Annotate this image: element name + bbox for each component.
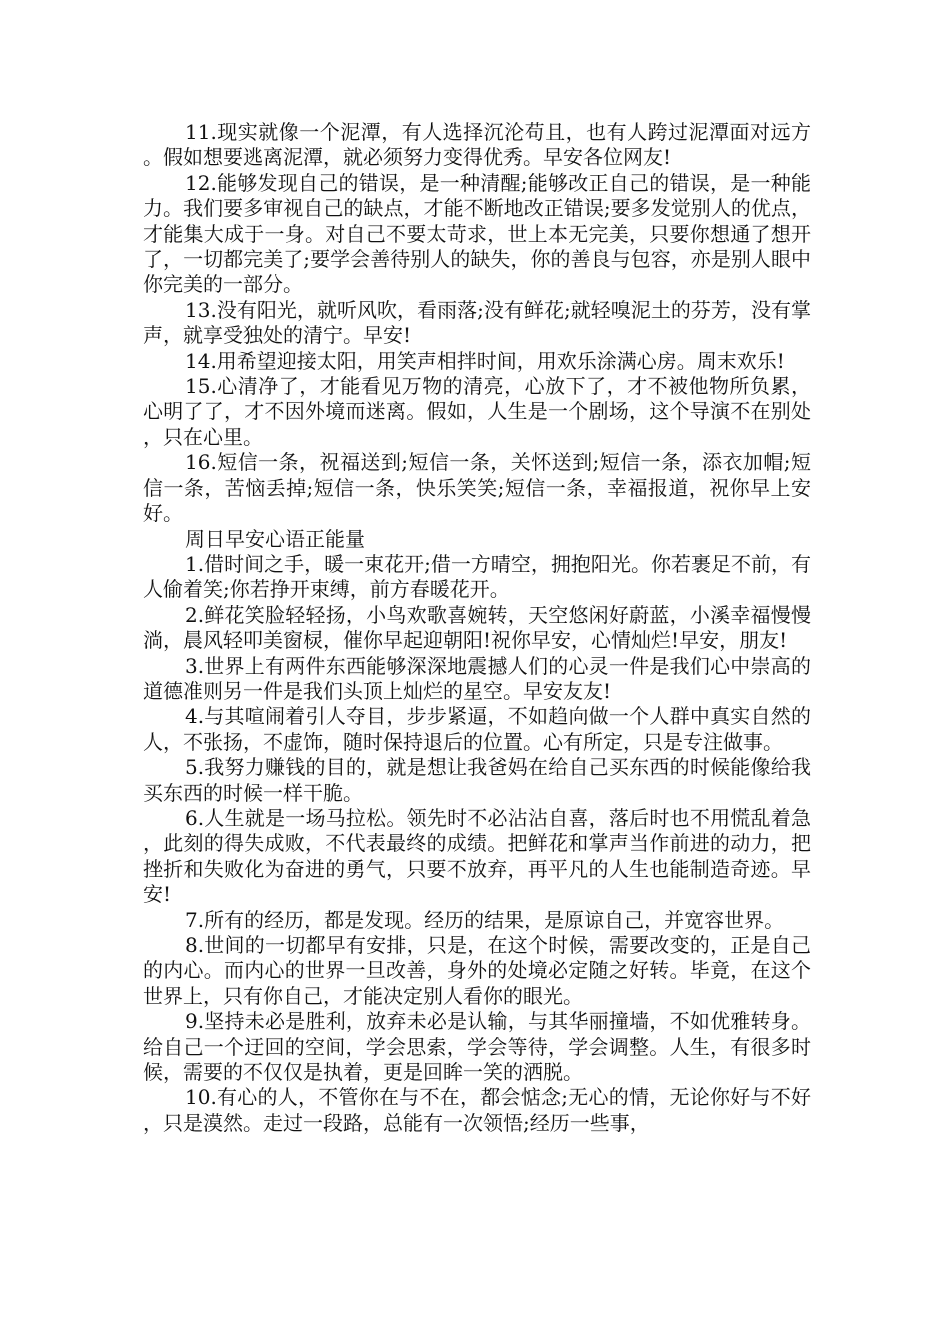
paragraph-quote-6: 6.人生就是一场马拉松。领先时不必沾沾自喜，落后时也不用慌乱着急，此刻的得失成败，不代表最终的成绩。把鲜花和掌声当作前进的动力，把挫折和失败化为奋进的勇气，只要不放弃，再平凡的人生也能制造奇迹。早安! — [143, 805, 811, 907]
paragraph-quote-10: 10.有心的人，不管你在与不在，都会惦念;无心的情，无论你好与不好，只是漠然。走过一段路，总能有一次领悟;经历一些事， — [143, 1085, 811, 1135]
paragraph-quote-12: 12.能够发现自己的错误，是一种清醒;能够改正自己的错误，是一种能力。我们要多审视自己的缺点，才能不断地改正错误;要多发觉别人的优点，才能集大成于一身。对自己不要太苛求，世上本无完美，只要你想通了想开了，一切都完美了;要学会善待别人的缺失，你的善良与包容，亦是别人眼中你完美的一部分。 — [143, 170, 811, 297]
paragraph-quote-8: 8.世间的一切都早有安排，只是，在这个时候，需要改变的，正是自己的内心。而内心的世界一旦改善，身外的处境必定随之好转。毕竟，在这个世界上，只有你自己，才能决定别人看你的眼光。 — [143, 933, 811, 1008]
section-heading: 周日早安心语正能量 — [185, 526, 365, 551]
paragraph-quote-5: 5.我努力赚钱的目的，就是想让我爸妈在给自己买东西的时候能像给我买东西的时候一样干脆。 — [143, 755, 811, 805]
paragraph-quote-15: 15.心清净了，才能看见万物的清亮，心放下了，才不被他物所负累，心明了了，才不因外境而迷离。假如，人生是一个剧场，这个导演不在别处，只在心里。 — [143, 374, 811, 449]
paragraph-quote-13: 13.没有阳光，就听风吹，看雨落;没有鲜花;就轻嗅泥土的芬芳，没有掌声，就享受独处的清宁。早安! — [143, 297, 811, 348]
paragraph-quote-1: 1.借时间之手，暖一束花开;借一方晴空，拥抱阳光。你若裹足不前，有人偷着笑;你若挣开束缚，前方春暖花开。 — [143, 551, 811, 602]
paragraph-quote-2: 2.鲜花笑脸轻轻扬，小鸟欢歌喜婉转，天空悠闲好蔚蓝，小溪幸福慢慢淌，晨风轻叩美窗棂，催你早起迎朝阳!祝你早安，心情灿烂!早安，朋友! — [143, 602, 811, 653]
paragraph-quote-9: 9.坚持未必是胜利，放弃未必是认输，与其华丽撞墙，不如优雅转身。给自己一个迂回的空间，学会思索，学会等待，学会调整。人生，有很多时候，需要的不仅仅是执着，更是回眸一笑的洒脱。 — [143, 1009, 811, 1085]
paragraph-quote-16: 16.短信一条，祝福送到;短信一条，关怀送到;短信一条，添衣加帽;短信一条，苦恼丢掉;短信一条，快乐笑笑;短信一条，幸福报道，祝你早上安好。 — [143, 450, 811, 526]
paragraph-quote-7: 7.所有的经历，都是发现。经历的结果，是原谅自己，并宽容世界。 — [185, 907, 785, 932]
document-page — [143, 120, 811, 1136]
paragraph-quote-11: 11.现实就像一个泥潭，有人选择沉沦苟且，也有人跨过泥潭面对远方。假如想要逃离泥潭，就必须努力变得优秀。早安各位网友! — [143, 120, 811, 170]
paragraph-quote-4: 4.与其喧闹着引人夺目，步步紧逼，不如趋向做一个人群中真实自然的人，不张扬，不虚饰，随时保持退后的位置。心有所定，只是专注做事。 — [143, 704, 811, 754]
paragraph-quote-14: 14.用希望迎接太阳，用笑声相拌时间，用欢乐涂满心房。周末欢乐! — [185, 348, 785, 373]
paragraph-quote-3: 3.世界上有两件东西能够深深地震撼人们的心灵一件是我们心中崇高的道德准则另一件是我们头顶上灿烂的星空。早安友友! — [143, 653, 811, 703]
